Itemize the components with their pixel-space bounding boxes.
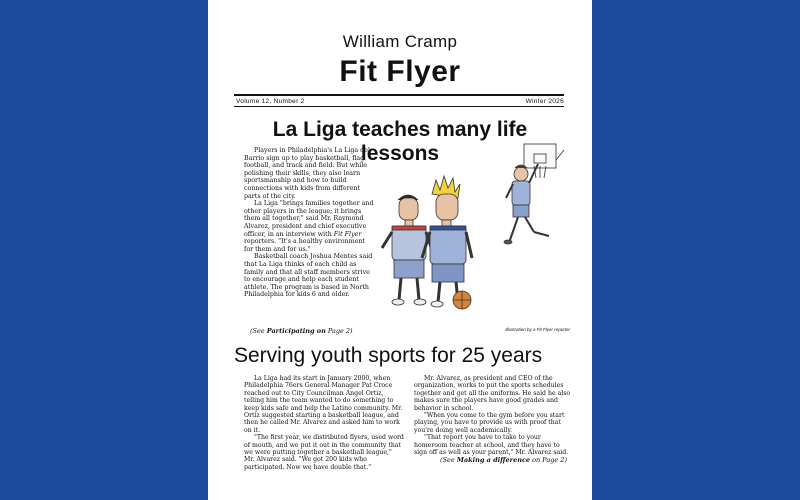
article1-text: La Liga "brings families together and other players in the league; it brings them all together," said Mr. Raymond Alvarez, president and chief executive officer, in an interview with: [244, 200, 374, 238]
article1-paragraph: Basketball coach Joshua Mentes said that La Liga thinks of each child as family and that all staff members strive to encourage and help each student athlete. The program is based in North Philadelphia for kids 6 and older.: [244, 253, 373, 299]
continuation-suffix: on Page 2): [530, 456, 567, 464]
newsletter-page: [208, 0, 592, 500]
article2-continuation: [440, 456, 567, 464]
article2-body-left: [244, 375, 404, 471]
continuation-prefix: (See: [440, 456, 457, 464]
issue-season: Winter 2026: [525, 98, 564, 105]
article2-body-right: [414, 375, 572, 456]
article1-publication-name: Fit Flyer: [333, 230, 362, 238]
players-illustration: [374, 140, 566, 324]
article2-paragraph: "That report you have to take to your homeroom teacher at school, and they have to sign off as well as your parent," Mr. Alvarez said.: [414, 434, 569, 457]
school-name: William Cramp: [342, 32, 458, 51]
article1-paragraph: Players in Philadelphia's La Liga del Barrio sign up to play basketball, flag football, and track and field. But while polishing their skills, they also learn sportsmanship and how to build connections with kids from different parts of the city.: [244, 147, 370, 200]
masthead-rule-bottom: [234, 106, 564, 107]
article1-continuation: [250, 327, 353, 335]
continuation-section: Making a difference: [456, 456, 531, 464]
article2-paragraph: "When you come to the gym before you start playing, you have to provide us with proof that you're doing well academically.: [414, 412, 565, 434]
volume-number: Volume 12, Number 2: [236, 98, 305, 105]
article2-headline: Serving youth sports for 25 years: [234, 344, 543, 367]
hoop-drawing: [524, 144, 564, 178]
continuation-suffix: Page 2): [325, 327, 353, 335]
newsletter-title: Fit Flyer: [339, 55, 461, 88]
article1-body: [244, 147, 374, 299]
article1-paragraph: [244, 200, 374, 253]
article2-paragraph: La Liga had its start in January 2000, when Philadelphia 76ers General Manager Pat Croce reached out to City Councilman Angel Ortiz, telling him the team wanted to do something to keep kids safe and help the Latino community. Mr. Ortiz suggested starting a basketball league, and then he called Mr. Alvarez and asked him to work on it.: [244, 375, 403, 434]
continuation-section: Participating on: [266, 327, 326, 335]
illustration-credit: Illustration by a Fit Flyer reporter: [505, 327, 570, 332]
article2-paragraph: Mr. Alvarez, as president and CEO of the organization, works to put the sports schedules together and get all the uniforms. He said he also makes sure the players have good grades and behavior in school.: [414, 375, 571, 412]
masthead-rule-top: [234, 94, 564, 96]
jumping-player-drawing: [504, 164, 549, 244]
article1-text: reporters. "It's a healthy environment for them and for us.": [244, 238, 365, 253]
continuation-prefix: (See: [250, 327, 267, 335]
article1-headline: La Liga teaches many life lessons: [272, 118, 528, 165]
article2-paragraph: "The first year, we distributed flyers, used word of mouth, and we put it out in the community that we were putting together a basketball league," Mr. Alvarez said. "We got 200 kids who participated. Now we have double that.": [244, 434, 404, 471]
